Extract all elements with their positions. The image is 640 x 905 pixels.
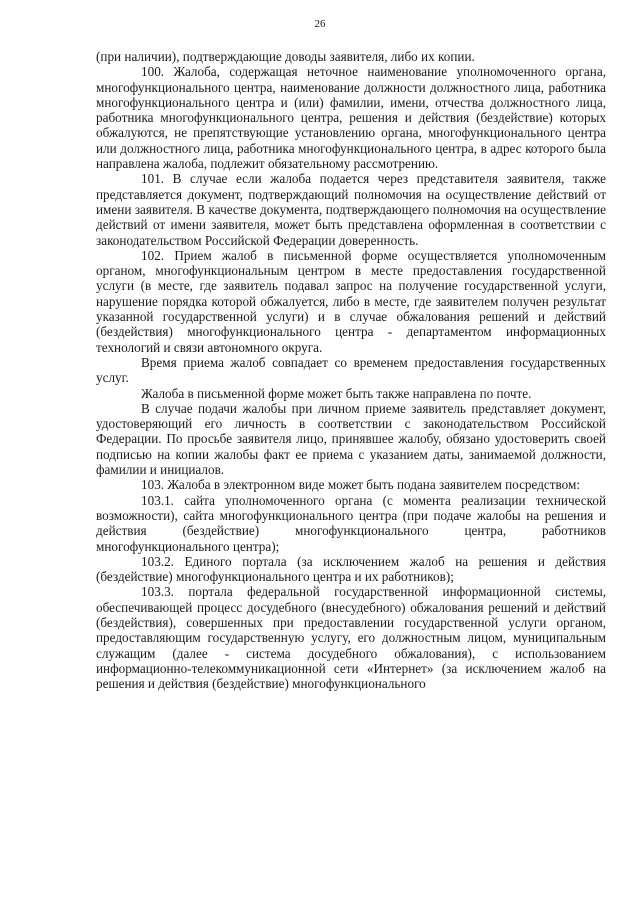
paragraph-reception-time: Время приема жалоб совпадает со временем предоставления государственных услуг.	[96, 354, 606, 386]
paragraph-100: 100. Жалоба, содержащая неточное наименование уполномоченного органа, многофункционального центра, наименование должности должностного лица, работника многофункционального центра и (или) фамилии, имени, отчества должностного лица, работника многофункционального центра, решения и действия (бездействие) которых обжалуются, не препятствующие установлению органа, многофункционального центра или должностного лица, работника многофункционального центра, в адрес которого была направлена жалоба, подлежит обязательному рассмотрению.	[96, 64, 606, 172]
paragraph-101: 101. В случае если жалоба подается через представителя заявителя, также представляется документ, подтверждающий полномочия на осуществление действий от имени заявителя. В качестве документа, подтверждающего полномочия на осуществление действий от имени заявителя, может быть представлена оформленная в соответствии с законодательством Российской Федерации доверенность.	[96, 171, 606, 248]
page-number: 26	[314, 18, 326, 30]
paragraph-103-3: 103.3. портала федеральной государственной информационной системы, обеспечивающей процесс досудебного (внесудебного) обжалования решений и действий (бездействия), совершенных при предоставлении государственной услуги органом, предоставляющим государственную услугу, его должностным лицом, муниципальным служащим (далее - система досудебного обжалования), с использованием информационно-телекоммуникационной сети «Интернет» (за исключением жалоб на решения и действия (бездействие) многофункционального	[96, 584, 606, 692]
document-body	[96, 49, 606, 691]
paragraph-102: 102. Прием жалоб в письменной форме осуществляется уполномоченным органом, многофункциональным центром в месте предоставления государственной услуги (в месте, где заявитель подавал запрос на получение государственной услуги, нарушение порядка которой обжалуется, либо в месте, где заявителем получен результат указанной государственной услуги) и в случае обжалования решений и действий (бездействия) многофункционального центра - департаментом информационных технологий и связи автономного округа.	[96, 247, 606, 355]
paragraph-postal: Жалоба в письменной форме может быть также направлена по почте.	[141, 385, 532, 401]
paragraph-103: 103. Жалоба в электронном виде может быть подана заявителем посредством:	[141, 477, 581, 493]
paragraph-103-1: 103.1. сайта уполномоченного органа (с момента реализации технической возможности), сайта многофункционального центра (при подаче жалобы на решения и действия (бездействие) многофункционального центра, работников многофункционального центра);	[96, 492, 606, 554]
paragraph-103-2: 103.2. Единого портала (за исключением жалоб на решения и действия (бездействие) многофункционального центра и их работников);	[96, 553, 606, 585]
paragraph-personal-reception: В случае подачи жалобы при личном приеме заявитель представляет документ, удостоверяющий его личность в соответствии с законодательством Российской Федерации. По просьбе заявителя лицо, принявшее жалобу, обязано удостоверить своей подписью на копии жалобы факт ее приема с указанием даты, занимаемой должности, фамилии и инициалов.	[96, 400, 606, 478]
paragraph-continuation: (при наличии), подтверждающие доводы заявителя, либо их копии.	[96, 49, 475, 64]
